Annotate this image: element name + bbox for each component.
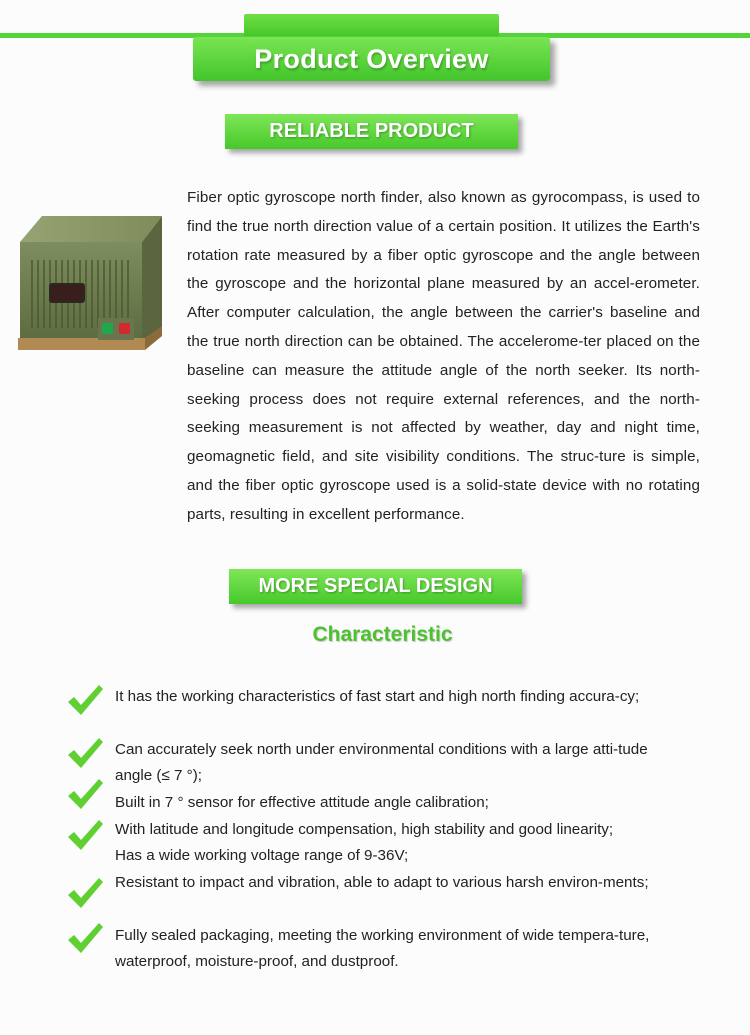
feature-item: Resistant to impact and vibration, able to adapt to various harsh environ-ments;: [115, 874, 649, 891]
product-image: [16, 210, 164, 358]
check-icon: [66, 921, 104, 955]
header-banner: [193, 37, 550, 81]
header-tab-decoration: [244, 14, 499, 36]
feature-item: Can accurately seek north under environmental conditions with a large atti-tude angle (≤ 7 °);: [115, 741, 648, 784]
check-icon: [66, 683, 104, 717]
product-description: Fiber optic gyroscope north finder, also known as gyrocompass, is used to find the true north direction value of a certain position. It utilizes the Earth's rotation rate measured by a fiber optic gyroscope and the angle between the gyroscope and the horizontal plane measured by an accel-erometer. After computer calculation, the angle between the carrier's baseline and the true north direction can be obtained. The accelerome-ter placed on the baseline can measure the attitude angle of the north seeker. Its north-seeking process does not require external references, and the north-seeking measurement is not affected by weather, day and night time, geomagnetic field, and site visibility conditions. The struc-ture is simple, and the fiber optic gyroscope used is a solid-state device with no rotating parts, resulting in excellent performance.: [187, 189, 700, 523]
check-icon: [66, 736, 104, 770]
section-title-reliable: RELIABLE PRODUCT: [269, 120, 474, 142]
characteristic-heading: Characteristic: [312, 623, 453, 646]
feature-item: Fully sealed packaging, meeting the working environment of wide tempera-ture, waterproof, moisture-proof, and dustproof.: [115, 927, 650, 970]
feature-item: It has the working characteristics of fast start and high north finding accura-cy;: [115, 688, 640, 705]
check-icon: [66, 876, 104, 910]
check-icon: [66, 818, 104, 852]
feature-item: Built in 7 ° sensor for effective attitude angle calibration;: [115, 794, 489, 811]
feature-item: Has a wide working voltage range of 9-36V;: [115, 847, 409, 864]
feature-item: With latitude and longitude compensation, high stability and good linearity;: [115, 821, 614, 838]
section-title-design: MORE SPECIAL DESIGN: [258, 575, 493, 597]
page-title: Product Overview: [254, 44, 489, 74]
section-banner-design: [229, 569, 522, 604]
check-icon: [66, 777, 104, 811]
section-banner-reliable: [225, 114, 518, 149]
